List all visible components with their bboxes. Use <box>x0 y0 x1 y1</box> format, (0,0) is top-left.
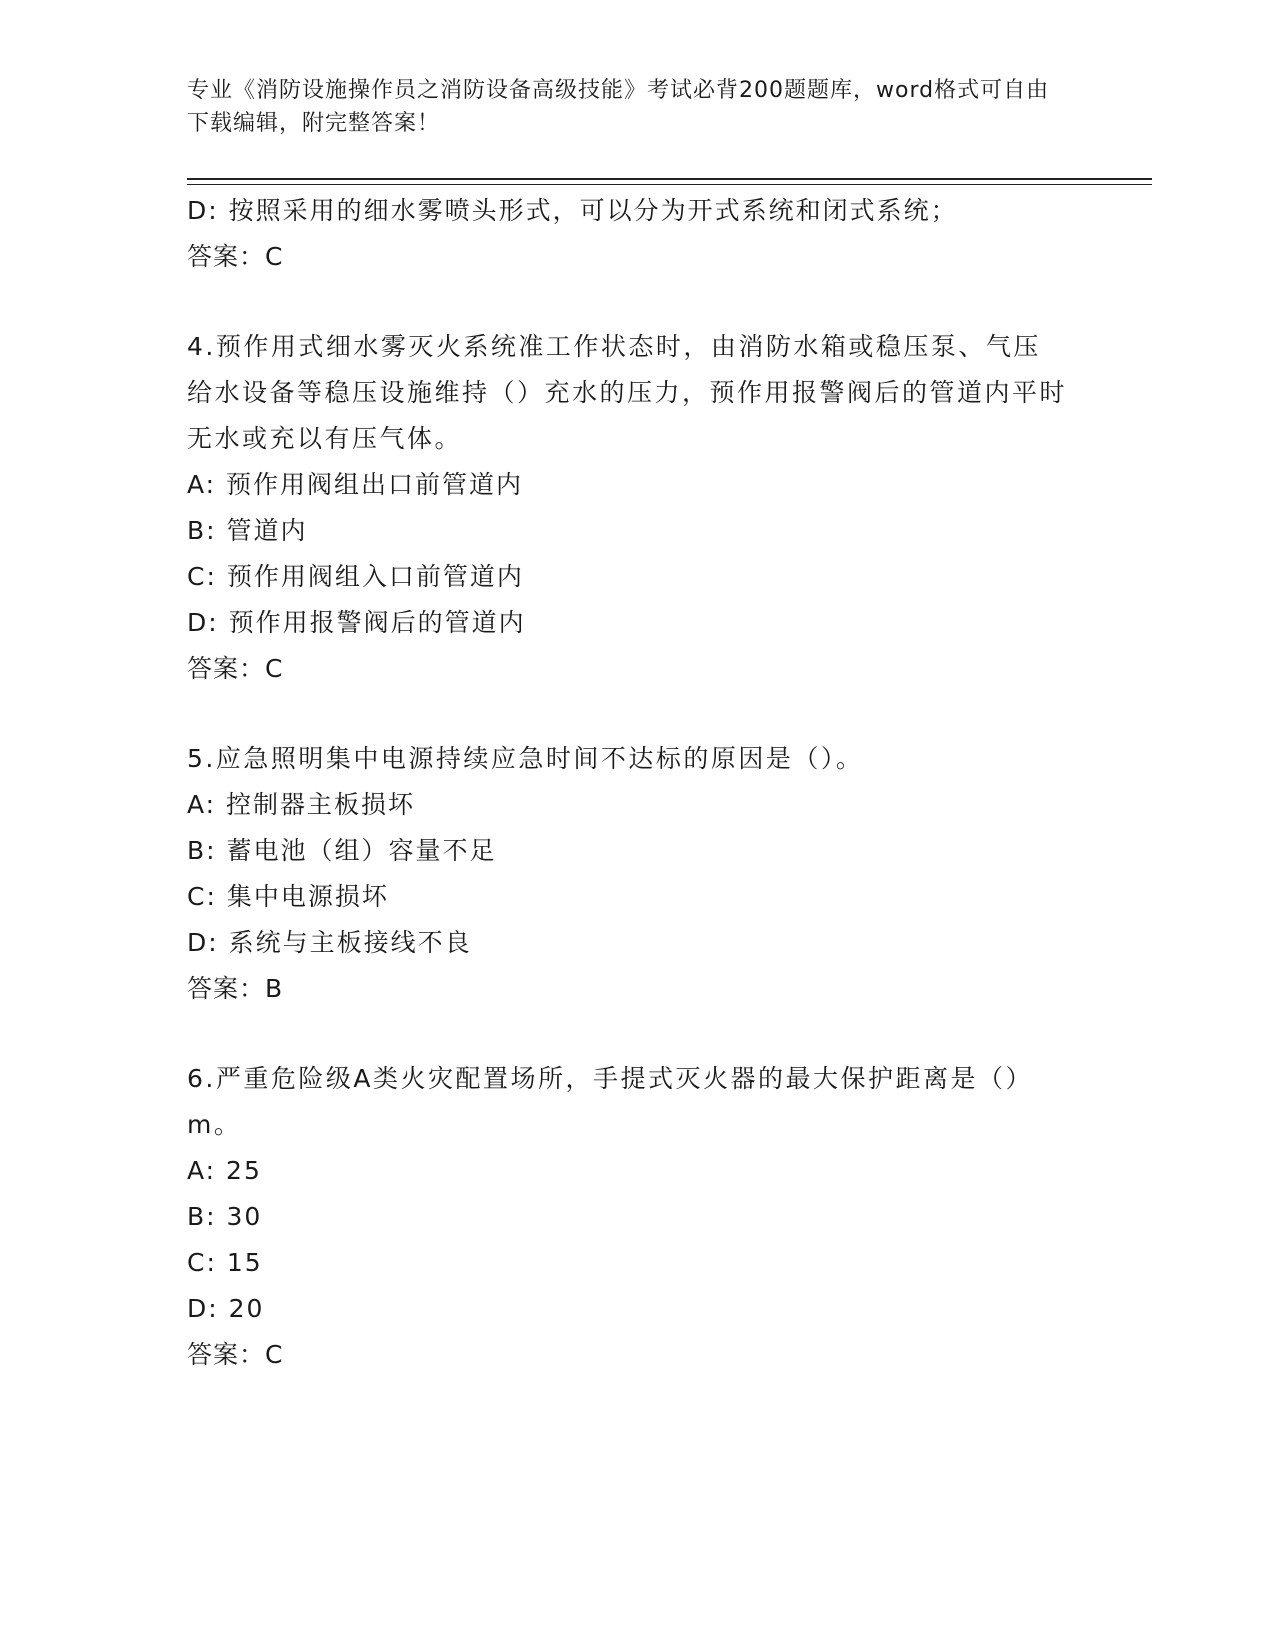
option-a: A: 控制器主板损坏 <box>187 790 416 819</box>
option-d: D: 系统与主板接线不良 <box>187 928 472 957</box>
spacer <box>187 1012 1067 1056</box>
option-a: A: 预作用阀组出口前管道内 <box>187 470 524 499</box>
option-d: D: 预作用报警阀后的管道内 <box>187 608 526 637</box>
question-stem: 6.严重危险级A类火灾配置场所，手提式灭火器的最大保护距离是（）m。 <box>187 1064 1033 1139</box>
question-4 <box>187 324 1067 692</box>
prev-question-answer: 答案：C <box>187 242 284 271</box>
document-header: 专业《消防设施操作员之消防设备高级技能》考试必背200题题库，word格式可自由下载编辑，附完整答案！ <box>187 78 1050 136</box>
prev-question-option-d: D: 按照采用的细水雾喷头形式，可以分为开式系统和闭式系统； <box>187 196 958 225</box>
option-b: B: 蓄电池（组）容量不足 <box>187 836 497 865</box>
question-stem: 4.预作用式细水雾灭火系统准工作状态时，由消防水箱或稳压泵、气压给水设备等稳压设施维持（）充水的压力，预作用报警阀后的管道内平时无水或充以有压气体。 <box>187 332 1068 453</box>
question-6 <box>187 1056 1067 1378</box>
option-b: B: 30 <box>187 1202 263 1231</box>
header-divider-thick <box>187 178 1152 180</box>
spacer <box>187 692 1067 736</box>
question-answer: 答案：C <box>187 1340 284 1369</box>
question-list <box>187 188 1067 1378</box>
question-5 <box>187 736 1067 1012</box>
option-a: A: 25 <box>187 1156 262 1185</box>
option-b: B: 管道内 <box>187 516 308 545</box>
header-divider-thin <box>187 184 1152 185</box>
option-c: C: 集中电源损坏 <box>187 882 389 911</box>
spacer <box>187 280 1067 324</box>
question-answer: 答案：B <box>187 974 284 1003</box>
question-answer: 答案：C <box>187 654 284 683</box>
option-c: C: 预作用阀组入口前管道内 <box>187 562 524 591</box>
option-c: C: 15 <box>187 1248 263 1277</box>
question-stem: 5.应急照明集中电源持续应急时间不达标的原因是（）。 <box>187 744 864 773</box>
option-d: D: 20 <box>187 1294 265 1323</box>
